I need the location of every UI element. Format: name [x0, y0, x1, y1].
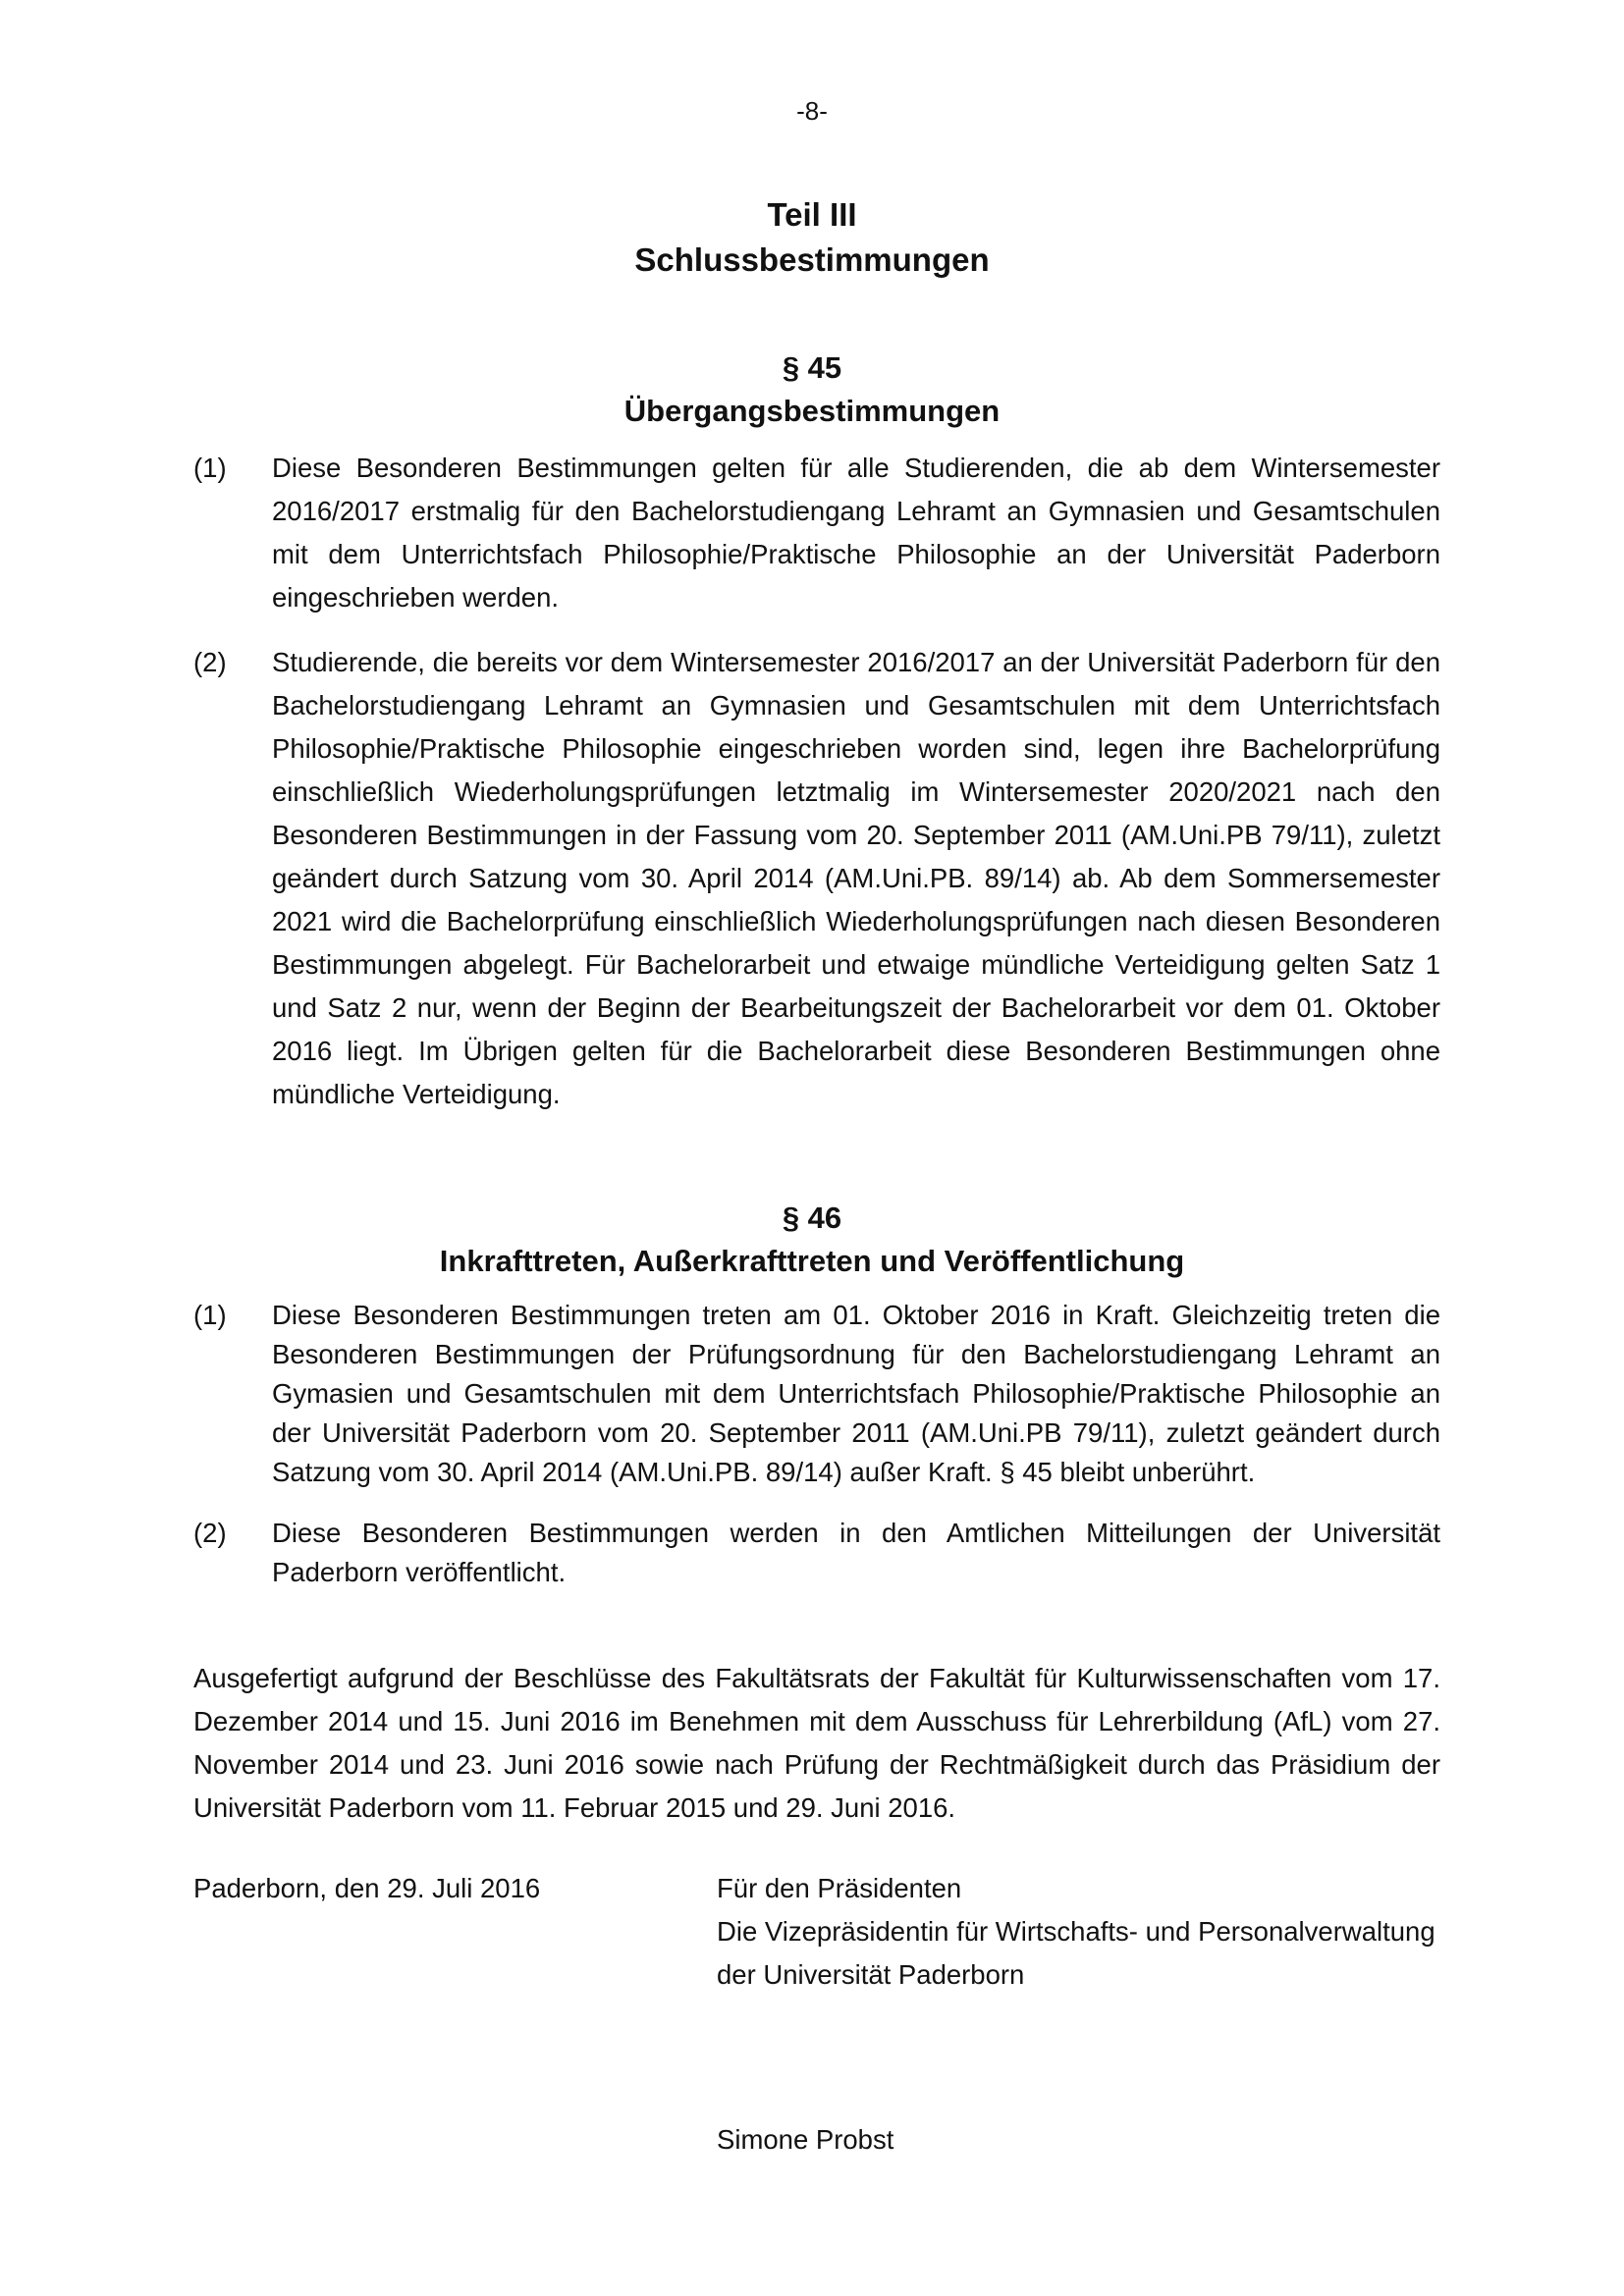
signature-line-1: Für den Präsidenten: [717, 1873, 962, 1903]
paragraph-number: (2): [193, 1518, 227, 1548]
signatory-name: Simone Probst: [717, 2124, 894, 2155]
page-number: -8-: [796, 96, 828, 126]
signature-line-2: Die Vizepräsidentin für Wirtschafts- und Personalverwaltung: [717, 1916, 1435, 1947]
place-date: Paderborn, den 29. Juli 2016: [193, 1873, 541, 1903]
section-45-number: § 45: [782, 350, 842, 385]
section-45-paragraph-2: [193, 641, 1440, 1116]
paragraph-text: Diese Besonderen Bestimmungen gelten für alle Studierenden, die ab dem Wintersemester 2016/2017 erstmalig für den Bachelorstudiengang Lehramt an Gymnasien und Gesamtschulen mit dem Unterrichtsfach Philosophie/Praktische Philosophie an der Universität Paderborn eingeschrieben werden.: [272, 453, 1440, 613]
signature-block: [717, 1867, 1435, 1997]
section-46-paragraph-2: [193, 1514, 1440, 1592]
section-45-body: [193, 447, 1440, 1116]
paragraph-number: (2): [193, 647, 227, 677]
paragraph-text: Studierende, die bereits vor dem Wintersemester 2016/2017 an der Universität Paderborn für den Bachelorstudiengang Lehramt an Gymnasien und Gesamtschulen mit dem Unterrichtsfach Philosophie/Praktische Philosophie eingeschrieben worden sind, legen ihre Bachelorprüfung einschließlich Wiederholungsprüfungen letztmalig im Wintersemester 2020/2021 nach den Besonderen Bestimmungen in der Fassung vom 20. September 2011 (AM.Uni.PB 79/11), zuletzt geändert durch Satzung vom 30. April 2014 (AM.Uni.PB. 89/14) ab. Ab dem Sommersemester 2021 wird die Bachelorprüfung einschließlich Wiederholungsprüfungen nach diesen Besonderen Bestimmungen abgelegt. Für Bachelorarbeit und etwaige mündliche Verteidigung gelten Satz 1 und Satz 2 nur, wenn der Beginn der Bearbeitungszeit der Bachelorarbeit vor dem 01. Oktober 2016 liegt. Im Übrigen gelten für die Bachelorarbeit diese Besonderen Bestimmungen ohne mündliche Verteidigung.: [272, 647, 1440, 1109]
paragraph-text: Diese Besonderen Bestimmungen werden in den Amtlichen Mitteilungen der Universität Paderborn veröffentlicht.: [272, 1518, 1440, 1587]
section-45-title: Übergangsbestimmungen: [623, 394, 1001, 428]
closing-paragraph: Ausgefertigt aufgrund der Beschlüsse des Fakultätsrats der Fakultät für Kulturwissenschaften vom 17. Dezember 2014 und 15. Juni 2016 im Benehmen mit dem Ausschuss für Lehrerbildung (AfL) vom 27. November 2014 und 23. Juni 2016 sowie nach Prüfung der Rechtmäßigkeit durch das Präsidium der Universität Paderborn vom 11. Februar 2015 und 29. Juni 2016.: [193, 1663, 1440, 1823]
section-46-title: Inkrafttreten, Außerkrafttreten und Veröffentlichung: [439, 1244, 1185, 1278]
section-46-paragraph-1: [193, 1296, 1440, 1492]
paragraph-number: (1): [193, 1300, 227, 1330]
paragraph-text: Diese Besonderen Bestimmungen treten am 01. Oktober 2016 in Kraft. Gleichzeitig treten die Besonderen Bestimmungen der Prüfungsordnung für den Bachelorstudiengang Lehramt an Gymasien und Gesamtschulen mit dem Unterrichtsfach Philosophie/Praktische Philosophie an der Universität Paderborn vom 20. September 2011 (AM.Uni.PB 79/11), zuletzt geändert durch Satzung vom 30. April 2014 (AM.Uni.PB. 89/14) außer Kraft. § 45 bleibt unberührt.: [272, 1300, 1440, 1487]
part-subtitle: Schlussbestimmungen: [634, 241, 990, 278]
paragraph-number: (1): [193, 453, 227, 483]
part-title: Teil III: [767, 196, 857, 233]
signature-line-3: der Universität Paderborn: [717, 1959, 1025, 1990]
section-46-body: [193, 1296, 1440, 1592]
section-46-number: § 46: [782, 1201, 842, 1235]
section-45-paragraph-1: [193, 447, 1440, 619]
